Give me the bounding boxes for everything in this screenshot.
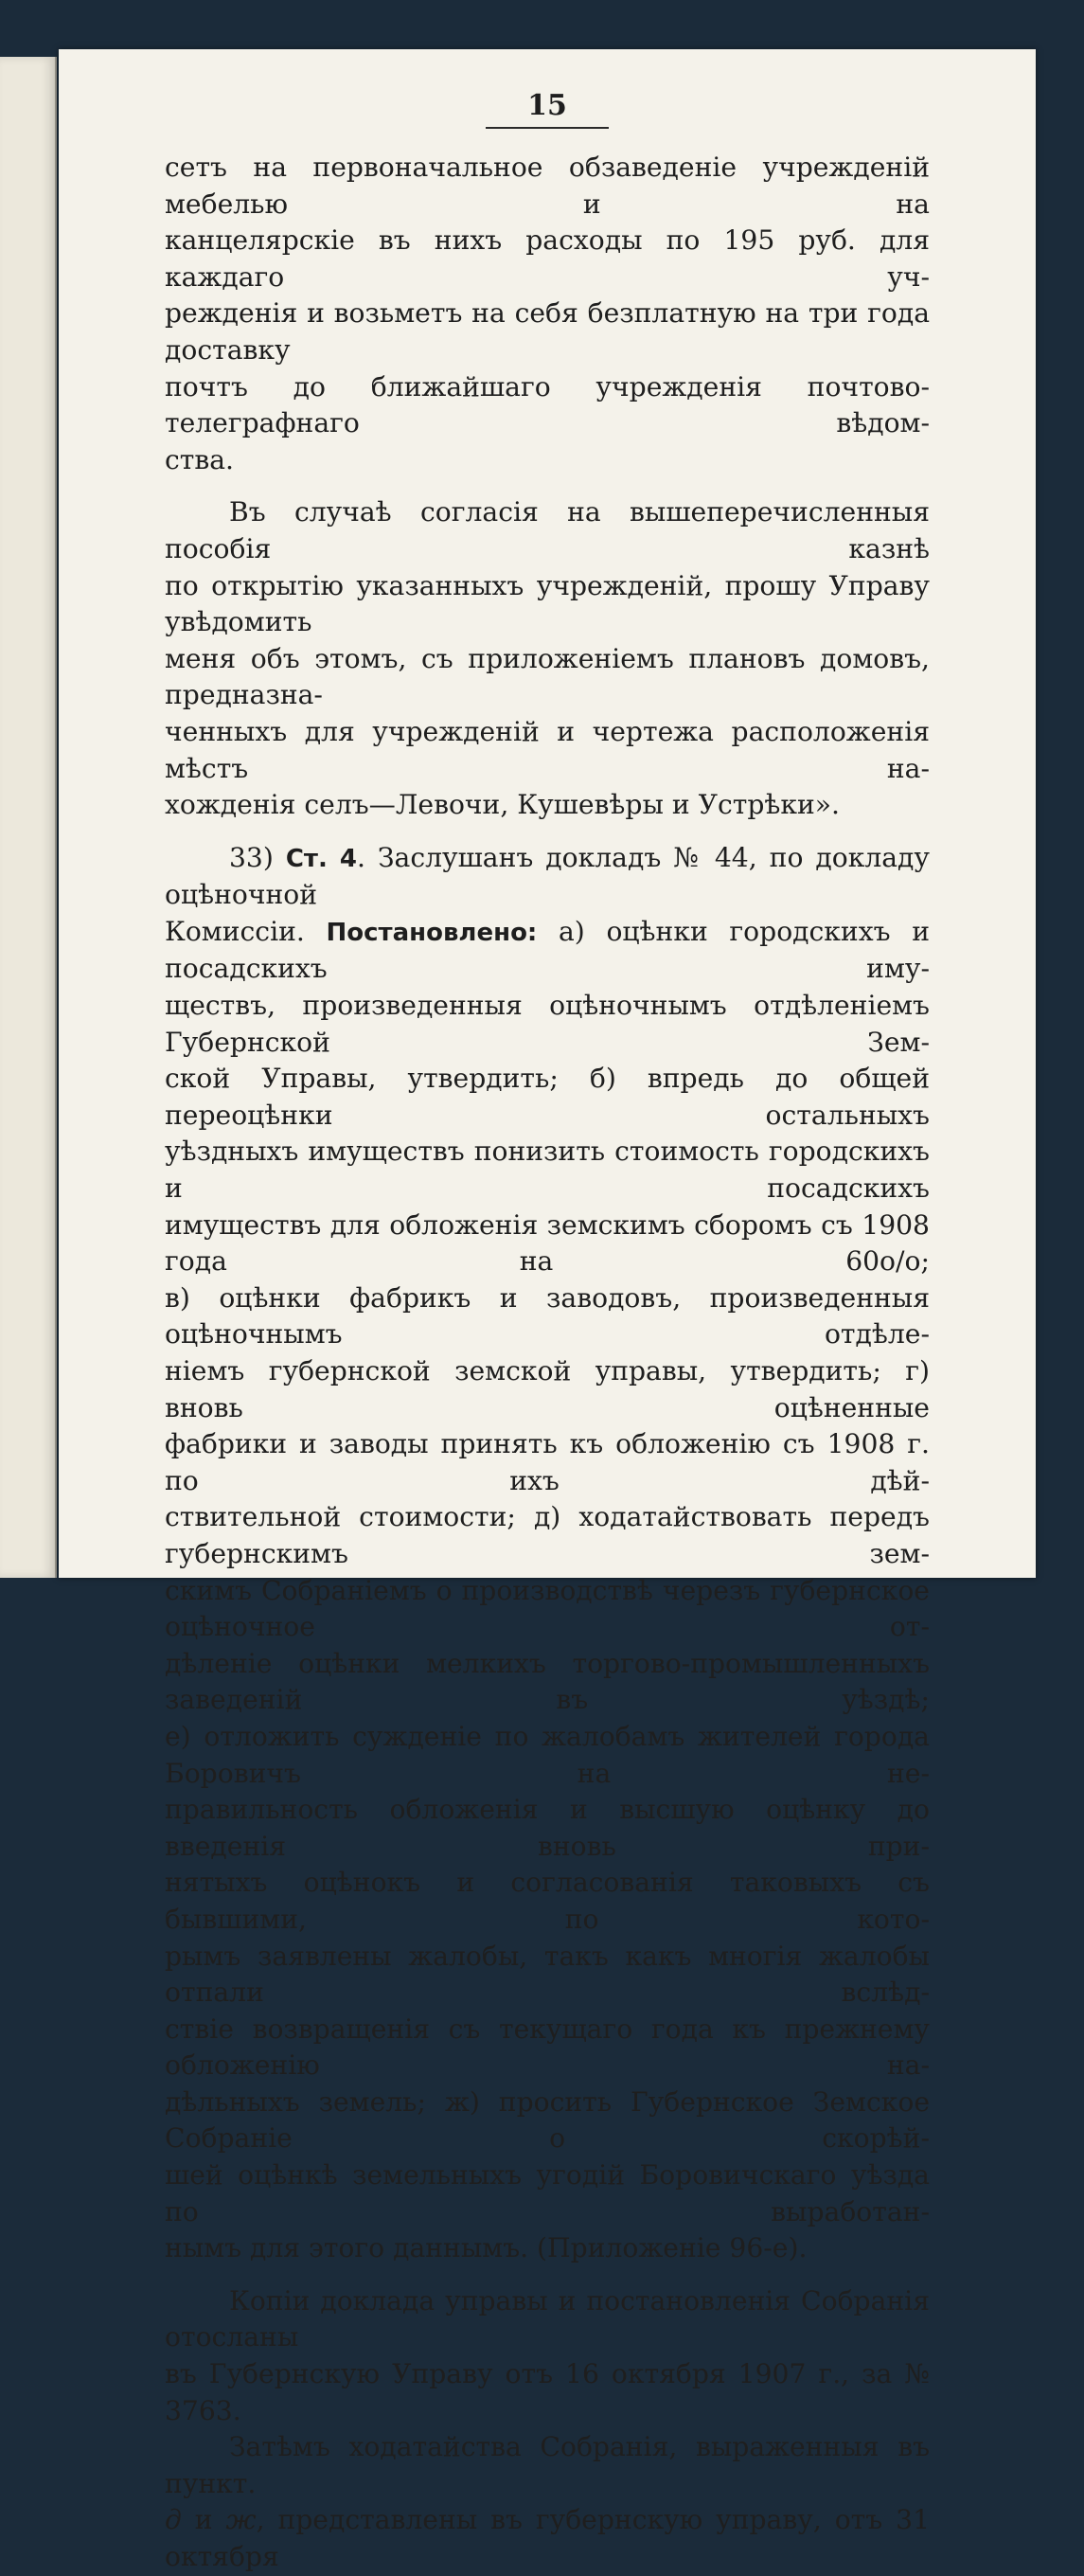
- paragraph-1: [165, 150, 930, 478]
- text-line: ской Управы, утвердить; б) впредь до общей переоцѣнки остальныхъ: [165, 1063, 930, 1131]
- text-line: почтъ до ближайшаго учрежденія почтово-телеграфнаго вѣдом-: [165, 370, 930, 439]
- point-zh: ж: [225, 2504, 257, 2536]
- adjacent-page-edge: [0, 57, 57, 1578]
- text-line: по открытію указанныхъ учрежденій, прошу Управу увѣдомить: [165, 569, 930, 638]
- text-line: [165, 840, 930, 914]
- text-line: уѣздныхъ имуществъ понизить стоимость городскихъ и посадскихъ: [165, 1136, 930, 1205]
- text-line: е) отложить сужденіе по жалобамъ жителей города Боровичъ на не-: [165, 1720, 930, 1789]
- text-line: фабрики и заводы принять къ обложенію съ 1908 г. по ихъ дѣй-: [165, 1428, 930, 1496]
- page-number-rule: [486, 127, 609, 129]
- text-line: нымъ для этого даннымъ. (Приложеніе 96-е).: [165, 2232, 808, 2264]
- commission-word: Комиссіи.: [165, 915, 327, 947]
- text-line: скимъ Собраніемъ о производствѣ черезъ губернское оцѣночное от-: [165, 1574, 930, 1643]
- article-heading: Ст. 4: [285, 844, 358, 873]
- text-line: нятыхъ оцѣнокъ и согласованія таковыхъ съ бывшими, по кото-: [165, 1867, 930, 1935]
- text-line: ствительной стоимости; д) ходатайствовать передъ губернскимъ зем-: [165, 1501, 930, 1569]
- text-line: дѣльныхъ земель; ж) просить Губернское Земское Собраніе о скорѣй-: [165, 2085, 930, 2155]
- page-number: 15: [527, 89, 567, 122]
- paragraph-3-article-4: [165, 840, 930, 2267]
- text-line: режденія и возьметъ на себя безплатную на три года доставку: [165, 297, 930, 366]
- text-line: шей оцѣнкѣ земельныхъ угодій Боровичскаго уѣзда по выработан-: [165, 2159, 930, 2227]
- text-line: ществъ, произведенныя оцѣночнымъ отдѣленіемъ Губернской Зем-: [165, 990, 930, 1058]
- text-line: ствіе возвращенія съ текущаго года къ прежнему обложенію на-: [165, 2012, 930, 2082]
- text-line: хожденія селъ—Левочи, Кушевѣры и Устрѣки».: [165, 789, 841, 821]
- text-line: ніемъ губернской земской управы, утвердить; г) вновь оцѣненные: [165, 1355, 930, 1423]
- text-line: [165, 2502, 930, 2575]
- text-line: правильность обложенія и высшую оцѣнку до введенія вновь при-: [165, 1794, 930, 1862]
- text-line: меня объ этомъ, съ приложеніемъ плановъ домовъ, предназна-: [165, 642, 930, 711]
- conjunction: и: [181, 2504, 226, 2536]
- text-line: канцелярскіе въ нихъ расходы по 195 руб. для каждаго уч-: [165, 224, 930, 293]
- paragraph-4: [165, 2283, 930, 2576]
- text-line: въ Губернскую Управу отъ 16 октября 1907 г., за № 3763.: [165, 2358, 930, 2426]
- text-line: в) оцѣнки фабрикъ и заводовъ, произведенныя оцѣночнымъ отдѣле-: [165, 1281, 930, 1351]
- point-d: д: [165, 2504, 182, 2536]
- resolution-start: а) оцѣнки городскихъ и посадскихъ иму-: [165, 915, 930, 985]
- document-page: [59, 49, 1036, 2572]
- text-line: ства.: [165, 443, 235, 475]
- text-line: дѣленіе оцѣнки мелкихъ торгово-промышленныхъ заведеній въ уѣздѣ;: [165, 1647, 930, 1716]
- text-line: Въ случаѣ согласія на вышеперечисленныя пособія казнѣ: [165, 496, 930, 564]
- text-line: рымъ заявлены жалобы, такъ какъ многія жалобы отпали вслѣд-: [165, 1940, 930, 2009]
- text-line: сетъ на первоначальное обзаведеніе учрежденій мебелью и на: [165, 152, 930, 220]
- text-line: Затѣмъ ходатайства Собранія, выраженныя въ пункт.: [165, 2431, 930, 2499]
- text-line: [165, 914, 930, 988]
- paragraph-2: [165, 494, 930, 823]
- item-number: 33): [229, 841, 286, 873]
- page-text-block: [165, 87, 930, 2576]
- text-line: имуществъ для обложенія земскимъ сборомъ съ 1908 года на 60о/о;: [165, 1208, 930, 1278]
- text-line: Копіи доклада управы и постановленія Собранія отосланы: [165, 2284, 930, 2353]
- article-intro: . Заслушанъ докладъ № 44, по докладу оцѣночной: [165, 841, 930, 911]
- resolved-heading: Постановлено:: [326, 918, 538, 947]
- line-rest: , представлены въ губернскую управу, отъ 31 октября: [165, 2504, 930, 2572]
- text-line: ченныхъ для учрежденій и чертежа расположенія мѣстъ на-: [165, 715, 930, 784]
